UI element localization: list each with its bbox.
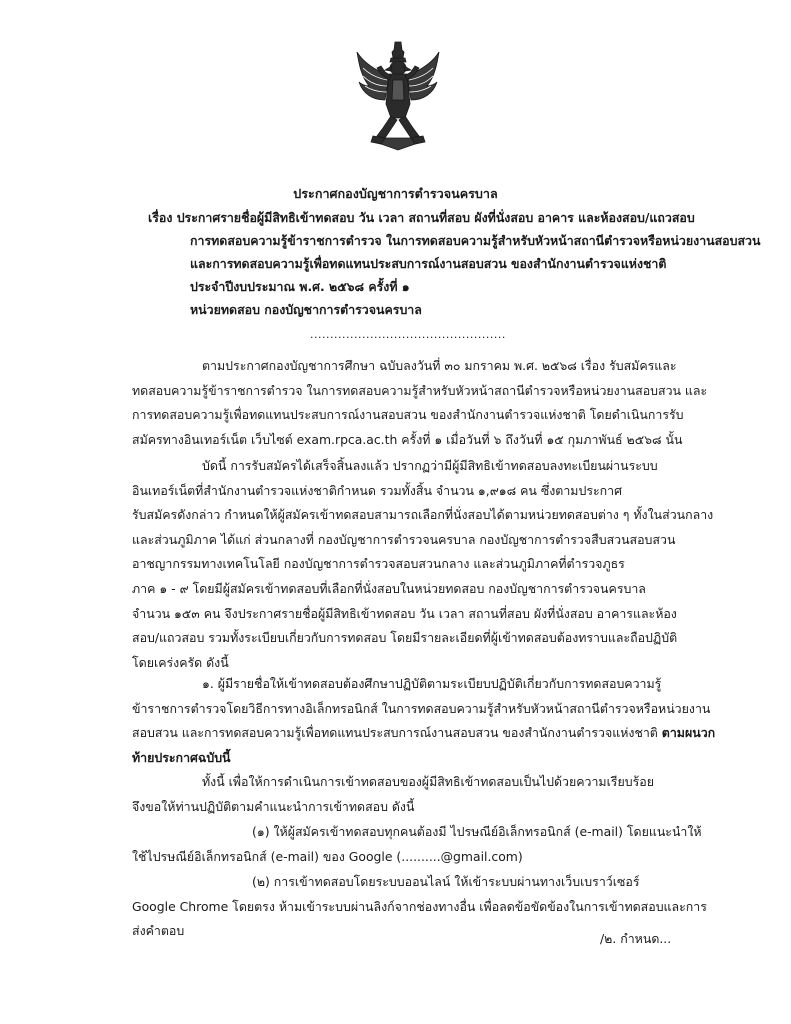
subject-line-2: การทดสอบความรู้ข้าราชการตำรวจ ในการทดสอบความรู้สำหรับหัวหน้าสถานีตำรวจหรือหน่วยงานสอบสวน (190, 233, 761, 248)
instruction-item-2 (132, 870, 707, 944)
subject-line-1: เรื่อง ประกาศรายชื่อผู้มีสิทธิเข้าทดสอบ วัน เวลา สถานที่สอบ ผังที่นั่งสอบ อาคาร และห้องสอบ/แถวสอบ (148, 210, 695, 225)
paragraph-line: (๑) ให้ผู้สมัครเข้าทดสอบทุกคนต้องมี ไปรษณีย์อิเล็กทรอนิกส์ (e-mail) โดยแนะนำให้ (252, 824, 702, 839)
paragraph-line: ตามประกาศกองบัญชาการศึกษา ฉบับลงวันที่ ๓๐ มกราคม พ.ศ. ๒๕๖๘ เรื่อง รับสมัครและ (202, 358, 677, 373)
paragraph-line: จึงขอให้ท่านปฏิบัติตามคำแนะนำการเข้าทดสอบ ดังนี้ (132, 798, 415, 814)
paragraph-line: ส่งคำตอบ (132, 923, 185, 939)
paragraph-line: (๒) การเข้าทดสอบโดยระบบออนไลน์ ให้เข้าระบบผ่านทางเว็บเบราว์เซอร์ (252, 874, 640, 889)
paragraph-line: ทั้งนี้ เพื่อให้การดำเนินการเข้าทดสอบของผู้มีสิทธิเข้าทดสอบเป็นไปด้วยความเรียบร้อย (202, 774, 654, 789)
paragraph-line: อาชญากรรมทางเทคโนโลยี กองบัญชาการตำรวจสอบสวนกลาง และส่วนภูมิภาคที่ตำรวจภูธร (132, 556, 625, 572)
paragraph-line: โดยเคร่งครัด ดังนี้ (132, 654, 229, 670)
paragraph-line: และส่วนภูมิภาค ได้แก่ ส่วนกลางที่ กองบัญชาการตำรวจนครบาล กองบัญชาการตำรวจสืบสวนสอบสวน (132, 531, 676, 547)
paragraph-line: สอบ/แถวสอบ รวมทั้งระเบียบเกี่ยวกับการทดสอบ โดยมีรายละเอียดที่ผู้เข้าทดสอบต้องทราบและถือปฏิบัติ (132, 630, 678, 646)
paragraph-line: จำนวน ๑๕๓ คน จึงประกาศรายชื่อผู้มีสิทธิเข้าทดสอบ วัน เวลา สถานที่สอบ ผังที่นั่งสอบ อาคารและห้อง (132, 605, 677, 621)
paragraph-line: การทดสอบความรู้เพื่อทดแทนประสบการณ์งานสอบสวน ของสำนักงานตำรวจแห่งชาติ โดยดำเนินการรับ (132, 407, 684, 423)
subject-line-4: ประจำปีงบประมาณ พ.ศ. ๒๕๖๘ ครั้งที่ ๑ (190, 279, 410, 294)
paragraph-4 (132, 770, 677, 819)
paragraph-line: ภาค ๑ - ๙ โดยมีผู้สมัครเข้าทดสอบที่เลือกที่นั่งสอบในหน่วยทดสอบ กองบัญชาการตำรวจนครบาล (132, 580, 646, 596)
instruction-item-1 (132, 820, 702, 869)
separator-dots: ................................................. (310, 328, 506, 341)
paragraph-line: ข้าราชการตำรวจโดยวิธีการทางอิเล็กทรอนิกส์ ในการทดสอบความรู้สำหรับหัวหน้าสถานีตำรวจหรือหน่วยงาน (132, 700, 711, 716)
paragraph-text: สอบสวน และการทดสอบความรู้เพื่อทดแทนประสบการณ์งานสอบสวน ของสำนักงานตำรวจแห่งชาติ (132, 725, 662, 741)
paragraph-line: บัดนี้ การรับสมัครได้เสร็จสิ้นลงแล้ว ปรากฏว่ามีผู้มีสิทธิเข้าทดสอบลงทะเบียนผ่านระบบ (202, 458, 658, 473)
paragraph-1 (132, 354, 708, 452)
paragraph-line: ๑. ผู้มีรายชื่อให้เข้าทดสอบต้องศึกษาปฏิบัติตามระเบียบปฏิบัติเกี่ยวกับการทดสอบความรู้ (202, 676, 662, 691)
paragraph-line: รับสมัครดังกล่าว กำหนดให้ผู้สมัครเข้าทดสอบสามารถเลือกที่นั่งสอบได้ตามหน่วยทดสอบต่าง ๆ ทั้งในส่วนกลาง (132, 507, 714, 523)
paragraph-line: ทดสอบความรู้ข้าราชการตำรวจ ในการทดสอบความรู้สำหรับหัวหน้าสถานีตำรวจหรือหน่วยงานสอบสวน และ (132, 382, 708, 398)
paragraph-line: สมัครทางอินเทอร์เน็ต เว็บไซต์ exam.rpca.ac.th ครั้งที่ ๑ เมื่อวันที่ ๖ ถึงวันที่ ๑๕ กุมภาพันธ์ ๒๕๖๘ นั้น (132, 431, 683, 447)
paragraph-line: ใช้ไปรษณีย์อิเล็กทรอนิกส์ (e-mail) ของ Google (..........@gmail.com) (132, 848, 523, 864)
paragraph-line (132, 721, 716, 746)
paragraph-3 (132, 672, 716, 770)
next-page-reference: /๒. กำหนด... (600, 931, 672, 946)
document-title: ประกาศกองบัญชาการตำรวจนครบาล (293, 186, 498, 201)
annex-reference-end: ท้ายประกาศฉบับนี้ (132, 749, 231, 765)
subject-line-5: หน่วยทดสอบ กองบัญชาการตำรวจนครบาล (190, 302, 422, 317)
annex-reference: ตามผนวก (661, 725, 716, 741)
paragraph-line: Google Chrome โดยตรง ห้ามเข้าระบบผ่านลิงก์จากช่องทางอื่น เพื่อลดข้อขัดข้องในการเข้าทดสอบและการ (132, 898, 707, 914)
paragraph-line: อินเทอร์เน็ตที่สำนักงานตำรวจแห่งชาติกำหนด รวมทั้งสิ้น จำนวน ๑,๙๑๘ คน ซึ่งตามประกาศ (132, 482, 622, 498)
subject-line-3: และการทดสอบความรู้เพื่อทดแทนประสบการณ์งานสอบสวน ของสำนักงานตำรวจแห่งชาติ (190, 256, 667, 271)
paragraph-2 (132, 454, 714, 675)
garuda-emblem-icon (355, 40, 441, 152)
